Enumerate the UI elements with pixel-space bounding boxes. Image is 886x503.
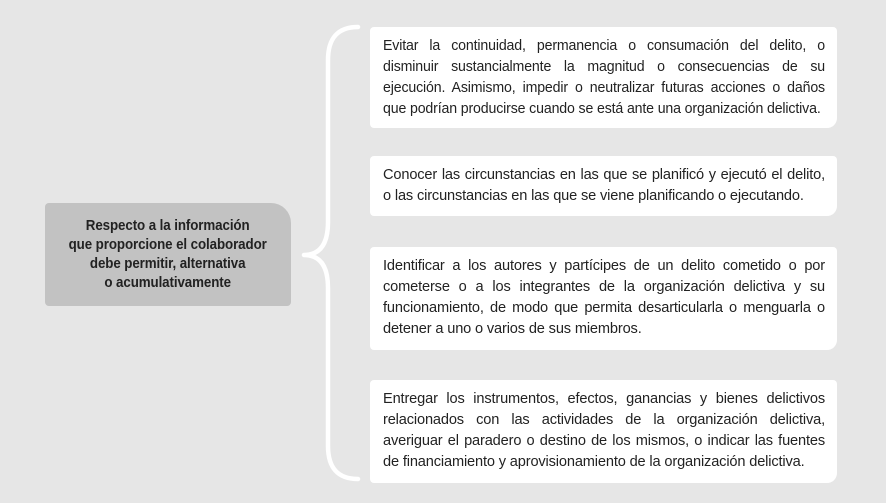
- curly-brace-connector: [300, 22, 362, 484]
- list-item-2: [370, 156, 837, 216]
- list-item-1: [370, 27, 837, 128]
- root-concept-box: [45, 203, 291, 306]
- list-item-2-text: Conocer las circunstancias en las que se planificó y ejecutó el delito, o las circunstancias en las que se viene planificando o ejecutando.: [383, 167, 825, 204]
- list-item-4: [370, 380, 837, 483]
- list-item-4-text: Entregar los instrumentos, efectos, ganancias y bienes delictivos relacionados con las actividades de la organización delictiva, averiguar el paradero o destino de los mismos, o indicar las fuentes de financiamiento y aprovisionamiento de la organización delictiva.: [383, 391, 825, 470]
- root-concept-text: Respecto a la información que proporcione el colaborador debe permitir, alternativa o acumulativamente: [68, 217, 268, 291]
- list-item-1-text: Evitar la continuidad, permanencia o consumación del delito, o disminuir sustancialmente la magnitud o consecuencias de su ejecución. Asimismo, impedir o neutralizar futuras acciones o daños que podrían producirse cuando se está ante una organización delictiva.: [383, 38, 825, 117]
- list-item-3-text: Identificar a los autores y partícipes de un delito cometido o por cometerse o a los integrantes de la organización delictiva y su funcionamiento, de modo que permita desarticularla o menguarla o detener a uno o varios de sus miembros.: [383, 258, 825, 337]
- list-item-3: [370, 247, 837, 350]
